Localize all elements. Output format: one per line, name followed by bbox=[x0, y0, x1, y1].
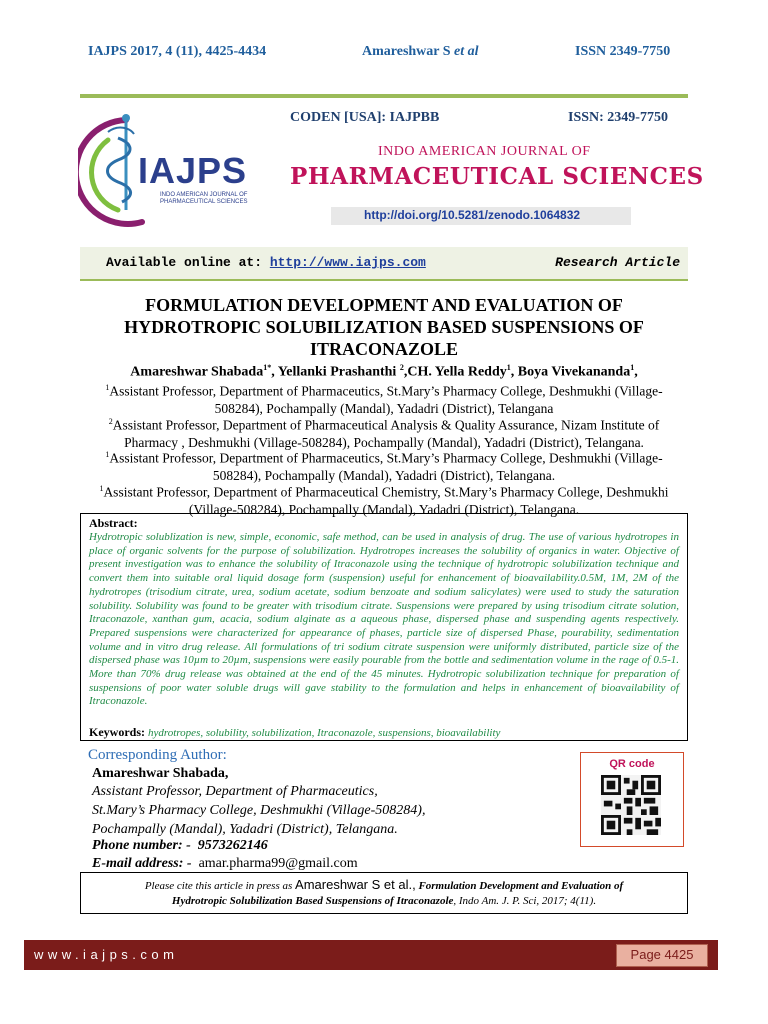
author: CH. Yella Reddy bbox=[407, 364, 507, 380]
journal-title: PHARMACEUTICAL SCIENCES bbox=[290, 163, 704, 190]
header-author: Amareshwar S et al bbox=[362, 44, 479, 59]
email-address[interactable]: amar.pharma99@gmail.com bbox=[198, 856, 358, 871]
email-line: E-mail address: - amar.pharma99@gmail.com bbox=[92, 856, 358, 871]
affiliation: $^2$Assistant Professor, Department of Pharmaceutical Analysis & Quality Assurance, Nizam Institute of Pharmacy , Deshmukhi (Village-508284), Pochampally (Mandal), Yadadri (District), Telangana. bbox=[108, 417, 660, 450]
phone-line: Phone number: - 9573262146 bbox=[92, 838, 268, 853]
journal-website-link[interactable]: http://www.iajps.com bbox=[269, 255, 426, 270]
corresponding-address-line: Assistant Professor, Department of Pharmaceutics, bbox=[92, 784, 378, 799]
logo-subtext: INDO AMERICAN JOURNAL OF PHARMACEUTICAL SCIENCES bbox=[160, 192, 248, 205]
author: Boya Vivekananda bbox=[517, 364, 631, 380]
logo-text: IAJPS bbox=[138, 150, 248, 191]
doi-link[interactable]: http://doi.org/10.5281/zenodo.1064832 bbox=[364, 208, 581, 222]
abstract-label: Abstract: bbox=[89, 516, 138, 530]
header-issn: ISSN 2349-7750 bbox=[575, 44, 671, 59]
footer-website[interactable]: www.iajps.com bbox=[34, 947, 179, 962]
masthead-issn: ISSN: 2349-7750 bbox=[568, 110, 668, 125]
availability-text: Available online at: http://www.iajps.com bbox=[106, 255, 426, 270]
page-number: Page 4425 bbox=[630, 947, 694, 962]
article-type: Research Article bbox=[555, 255, 680, 270]
running-header bbox=[0, 44, 768, 64]
coden: CODEN [USA]: IAJPBB bbox=[290, 110, 440, 125]
journal-subtitle: INDO AMERICAN JOURNAL OF bbox=[378, 144, 591, 159]
citation-text: Please cite this article in press as Amareshwar S et al., Formulation Development and Evaluation of Hydrotropic Solubilization Based Suspensions of Itraconazole, Indo Am. J. P. Sci, 2017; 4(11). bbox=[144, 877, 624, 907]
page-number-box bbox=[616, 944, 708, 967]
affiliation: $^1$Assistant Professor, Department of Pharmaceutical Chemistry, St.Mary’s Pharmacy College, Deshmukhi (Village-508284), Pochampally (Mandal), Yadadri (District), Telangana. bbox=[99, 484, 669, 517]
header-rule bbox=[80, 94, 688, 98]
abstract-box bbox=[80, 513, 688, 741]
abstract-text: Hydrotropic solublization is new, simple, economic, safe method, can be used in analysis of drug. The use of various hydrotropes in place of organic solvents for the purpose of solubilization. Hydrotropes increases the solubility of organics in water. Objective of present investigation was to enhance the solubility of Itraconazole using the technique of hydrotropic solubilization technique and convert them into suitable oral liquid dosage form (suspension) useful for enhancement of bioavailability.0.5M, 1M, 2M of the hydrotropes (trisodium citrate, urea, sodium acetate, sodium benzoate and sodium salicylates) were used to study the saturation solubility. Solubility was found to be greater with trisodium citrate. Suspensions were prepared by using trisodium citrate solution, Itraconazole, xanthan gum, acacia, sodium alginate as a aqueous phase, dispersed phase and suspending agents respectively. Prepared suspensions were characterized for appearance of phases, particle size of dispersed Phase, pourability, sedimentation volume and in vitro drug release. All formulations of tri sodium citrate suspension were uniformly distributed, particle size of the dispersed phase was 10µm to 20µm, suspensions were easily pourable from the bottle and sedimentation volume in the rage of 0.5-1. More than 70% drug release was obtained at the end of the 45 minutes. Hydrotropic solubilization technique for preparation of suspensions of poor water soluble drugs will gave stability to the formulation and helps in enhancement of bioavailability of Itraconazole. bbox=[89, 531, 679, 708]
journal-logo bbox=[78, 110, 248, 230]
availability-bar bbox=[80, 247, 688, 281]
citation-box bbox=[80, 872, 688, 914]
qr-label: QR code bbox=[609, 758, 655, 770]
corresponding-address-line: Pochampally (Mandal), Yadadri (District), Telangana. bbox=[92, 822, 398, 837]
corresponding-author-name: Amareshwar Shabada, bbox=[92, 766, 229, 781]
affiliation: $^1$Assistant Professor, Department of Pharmaceutics, St.Mary’s Pharmacy College, Deshmukhi (Village- 508284), Pochampally (Mandal), Yadadri (District), Telangana. bbox=[105, 450, 663, 483]
doi-bar bbox=[331, 207, 631, 225]
author-list: Amareshwar Shabada$^{1*}$, Yellanki Prashanthi $^2$,CH. Yella Reddy$^1$, Boya Vivekananda$^1$, bbox=[130, 363, 638, 380]
author: Amareshwar Shabada bbox=[130, 364, 264, 380]
phone-number: 9573262146 bbox=[197, 838, 268, 853]
article-title: FORMULATION DEVELOPMENT AND EVALUATION OF HYDROTROPIC SOLUBILIZATION BASED SUSPENSIONS OF ITRACONAZOLE bbox=[124, 295, 644, 359]
page-footer bbox=[24, 940, 718, 970]
header-citation: IAJPS 2017, 4 (11), 4425-4434 bbox=[88, 44, 267, 59]
keywords: Keywords: hydrotropes, solubility, solubilization, Itraconazole, suspensions, bioavailability bbox=[89, 725, 501, 739]
qr-code-icon bbox=[601, 775, 661, 835]
affiliation: $^1$Assistant Professor, Department of Pharmaceutics, St.Mary’s Pharmacy College, Deshmukhi (Village- 508284), Pochampally (Mandal), Yadadri (District), Telangana bbox=[105, 383, 663, 416]
qr-code-box bbox=[580, 752, 684, 847]
corresponding-author-heading: Corresponding Author: bbox=[88, 747, 227, 763]
corresponding-address-line: St.Mary’s Pharmacy College, Deshmukhi (Village-508284), bbox=[92, 803, 426, 818]
author: Yellanki Prashanthi bbox=[277, 364, 400, 380]
